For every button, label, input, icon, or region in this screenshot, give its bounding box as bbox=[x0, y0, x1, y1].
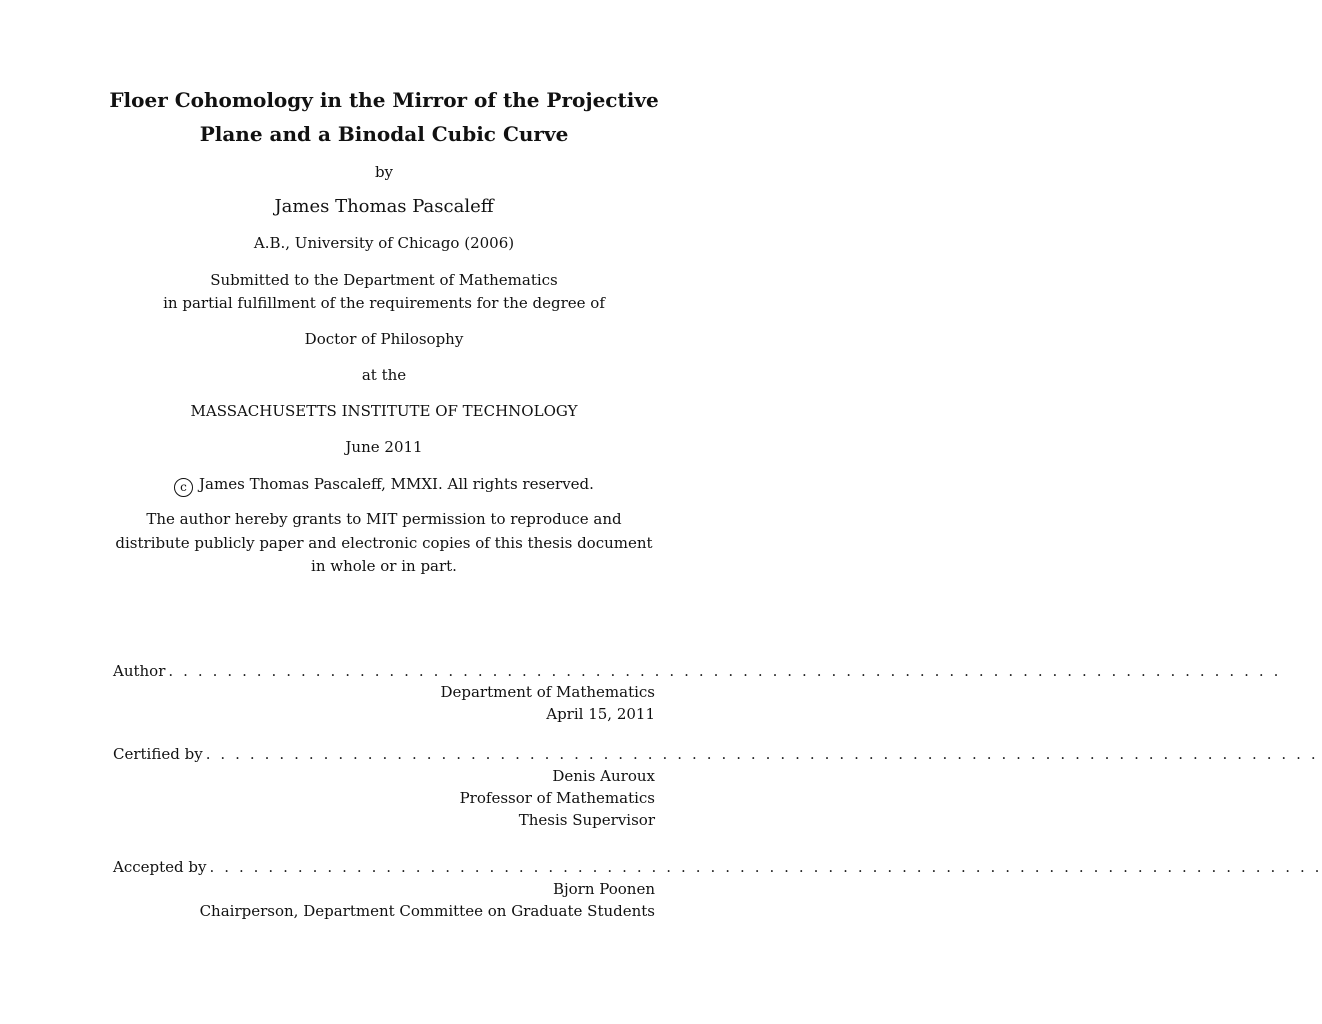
certified-signature-label: Certified by bbox=[113, 745, 203, 763]
thesis-date: June 2011 bbox=[345, 438, 423, 456]
accepted-signature-name: Bjorn Poonen bbox=[552, 880, 655, 898]
permission-line-1: The author hereby grants to MIT permission to reproduce and bbox=[146, 510, 622, 528]
certified-signature-line bbox=[113, 745, 1319, 763]
certified-signature-block bbox=[113, 745, 1319, 829]
author-name: James Thomas Pascaleff bbox=[274, 196, 494, 217]
certified-signature-role: Thesis Supervisor bbox=[518, 811, 655, 829]
accepted-signature-title: Chairperson, Department Committee on Graduate Students bbox=[199, 902, 655, 920]
author-signature-dots: . . . . . . . . . . . . . . . . . . . . . . . . . . . . . . . . . . . . . . . . . . . . . . . . . . . . . . . . . . . . . . . . . . . . . . . . . . . . bbox=[168, 662, 1281, 680]
submission-line-1: Submitted to the Department of Mathematics bbox=[210, 271, 558, 289]
copyright-statement bbox=[0, 475, 768, 497]
certified-signature-dots: . . . . . . . . . . . . . . . . . . . . . . . . . . . . . . . . . . . . . . . . . . . . . . . . . . . . . . . . . . . . . . . . . . . . . . . . . . . . bbox=[205, 745, 1319, 763]
author-signature-line bbox=[113, 662, 1281, 680]
by-label: by bbox=[374, 163, 394, 181]
author-signature-label: Author bbox=[113, 662, 166, 680]
author-signature-date: April 15, 2011 bbox=[546, 705, 655, 723]
title-line-2: Plane and a Binodal Cubic Curve bbox=[199, 122, 569, 146]
permission-line-3: in whole or in part. bbox=[311, 557, 457, 575]
accepted-signature-line bbox=[113, 858, 1322, 876]
institution-name: MASSACHUSETTS INSTITUTE OF TECHNOLOGY bbox=[190, 402, 578, 420]
at-the-label: at the bbox=[361, 366, 407, 384]
title-line-1: Floer Cohomology in the Mirror of the Projective bbox=[109, 88, 659, 112]
copyright-icon: c bbox=[174, 478, 193, 497]
permission-line-2: distribute publicly paper and electronic copies of this thesis document bbox=[115, 534, 653, 552]
accepted-signature-block bbox=[113, 858, 1322, 920]
copyright-text: James Thomas Pascaleff, MMXI. All rights reserved. bbox=[199, 475, 594, 493]
author-signature-dept: Department of Mathematics bbox=[440, 683, 655, 701]
degree-name: Doctor of Philosophy bbox=[304, 330, 464, 348]
submission-line-2: in partial fulfillment of the requirements for the degree of bbox=[163, 294, 605, 312]
certified-signature-title: Professor of Mathematics bbox=[459, 789, 655, 807]
author-signature-block bbox=[113, 662, 1281, 723]
accepted-signature-dots: . . . . . . . . . . . . . . . . . . . . . . . . . . . . . . . . . . . . . . . . . . . . . . . . . . . . . . . . . . . . . . . . . . . . . . . . . . . . bbox=[209, 858, 1322, 876]
accepted-signature-label: Accepted by bbox=[113, 858, 207, 876]
prior-degree: A.B., University of Chicago (2006) bbox=[253, 234, 515, 252]
certified-signature-name: Denis Auroux bbox=[552, 767, 655, 785]
